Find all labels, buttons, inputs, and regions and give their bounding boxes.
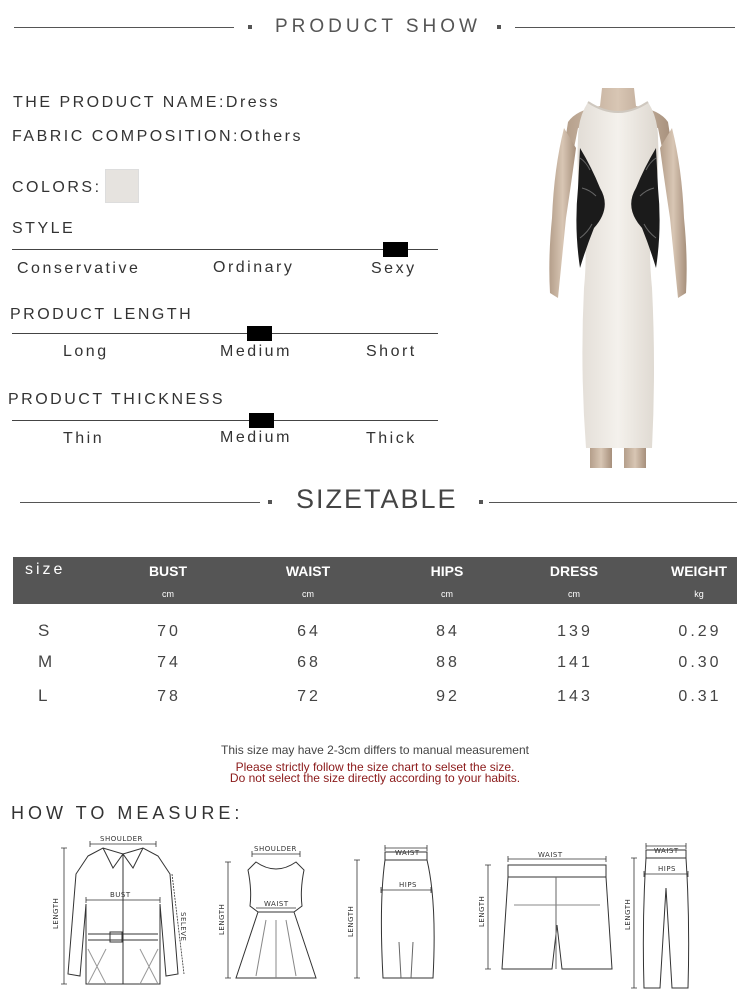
- pants-diagram: [624, 840, 704, 995]
- length-marker: [247, 326, 272, 341]
- measurement-note: This size may have 2-3cm differs to manual measurement: [221, 743, 529, 757]
- length-scale-line: [12, 333, 438, 334]
- style-option-conservative: Conservative: [17, 260, 141, 277]
- column-unit-waist: cm: [302, 589, 314, 599]
- dress-length-label: LENGTH: [218, 903, 226, 935]
- thickness-option-medium: Medium: [220, 429, 292, 446]
- jacket-length-label: LENGTH: [52, 897, 60, 929]
- size-column-header: size: [25, 561, 66, 578]
- sizetable-title: SIZETABLE: [296, 484, 458, 514]
- hips-cell: 92: [436, 688, 460, 705]
- how-to-measure-title: HOW TO MEASURE:: [11, 803, 244, 823]
- pants-waist-label: WAIST: [654, 847, 679, 855]
- waist-cell: 64: [297, 623, 321, 640]
- dress-waist-label: WAIST: [264, 900, 289, 908]
- length-option-long: Long: [63, 343, 109, 360]
- product-name: THE PRODUCT NAME:Dress: [13, 94, 281, 111]
- fabric-composition: FABRIC COMPOSITION:Others: [12, 128, 303, 145]
- thickness-scale-line: [12, 420, 438, 421]
- column-unit-bust: cm: [162, 589, 174, 599]
- size-cell: S: [38, 621, 50, 640]
- thickness-marker: [249, 413, 274, 428]
- column-unit-weight: kg: [694, 589, 704, 599]
- size-cell: L: [38, 686, 48, 705]
- pants-hips-label: HIPS: [658, 865, 676, 873]
- bust-cell: 78: [157, 688, 181, 705]
- product-show-header: [0, 16, 750, 38]
- divider-dot: [268, 500, 272, 504]
- column-header-waist: WAIST: [285, 563, 331, 579]
- style-option-ordinary: Ordinary: [213, 259, 295, 276]
- weight-cell: 0.29: [678, 623, 722, 640]
- colors-label: COLORS:: [12, 179, 102, 196]
- thickness-label: PRODUCT THICKNESS: [8, 391, 226, 408]
- divider-line: [14, 27, 234, 28]
- style-option-sexy: Sexy: [371, 260, 417, 277]
- length-option-short: Short: [366, 343, 417, 360]
- pants-length-label: LENGTH: [624, 898, 632, 930]
- skirt-waist-label: WAIST: [395, 849, 420, 857]
- divider-line: [489, 502, 737, 503]
- shorts-diagram: [470, 845, 620, 975]
- style-scale-line: [12, 249, 438, 250]
- bust-cell: 70: [157, 623, 181, 640]
- skirt-diagram: [345, 842, 445, 987]
- color-swatch[interactable]: [105, 169, 139, 203]
- style-marker: [383, 242, 408, 257]
- column-header-dress: DRESS: [549, 563, 599, 579]
- divider-dot: [248, 25, 252, 29]
- weight-cell: 0.31: [678, 688, 722, 705]
- hips-cell: 88: [436, 654, 460, 671]
- length-option-medium: Medium: [220, 343, 292, 360]
- waist-cell: 72: [297, 688, 321, 705]
- shorts-length-label: LENGTH: [478, 895, 486, 927]
- weight-cell: 0.30: [678, 654, 722, 671]
- size-warning-1: Please strictly follow the size chart to selset the size.: [235, 760, 515, 774]
- dress-cell: 143: [557, 688, 593, 705]
- jacket-diagram: [48, 834, 198, 994]
- product-show-title: PRODUCT SHOW: [275, 16, 481, 37]
- skirt-hips-label: HIPS: [399, 881, 417, 889]
- size-cell: M: [38, 652, 53, 671]
- product-photo[interactable]: [530, 88, 705, 468]
- divider-dot: [497, 25, 501, 29]
- thickness-option-thin: Thin: [63, 430, 105, 447]
- jacket-bust-label: BUST: [110, 891, 131, 899]
- dress-cell: 141: [557, 654, 593, 671]
- column-unit-dress: cm: [568, 589, 580, 599]
- skirt-length-label: LENGTH: [347, 905, 355, 937]
- jacket-sleeve-label: SELEVE: [179, 912, 187, 942]
- dress-diagram: [216, 840, 336, 990]
- column-header-weight: WEIGHT: [671, 563, 727, 579]
- thickness-option-thick: Thick: [366, 430, 417, 447]
- size-table-header: [13, 557, 737, 604]
- length-label: PRODUCT LENGTH: [10, 306, 194, 323]
- size-warning-2: Do not select the size directly according to your habits.: [229, 771, 521, 785]
- sizetable-header: [0, 484, 750, 514]
- waist-cell: 68: [297, 654, 321, 671]
- jacket-shoulder-label: SHOULDER: [100, 835, 143, 843]
- divider-line: [515, 27, 735, 28]
- bust-cell: 74: [157, 654, 181, 671]
- dress-shoulder-label: SHOULDER: [254, 845, 297, 853]
- column-header-bust: BUST: [148, 563, 188, 579]
- column-header-hips: HIPS: [430, 563, 464, 579]
- hips-cell: 84: [436, 623, 460, 640]
- divider-dot: [479, 500, 483, 504]
- style-label: STYLE: [12, 220, 76, 237]
- divider-line: [20, 502, 260, 503]
- shorts-waist-label: WAIST: [538, 851, 563, 859]
- dress-cell: 139: [557, 623, 593, 640]
- column-unit-hips: cm: [441, 589, 453, 599]
